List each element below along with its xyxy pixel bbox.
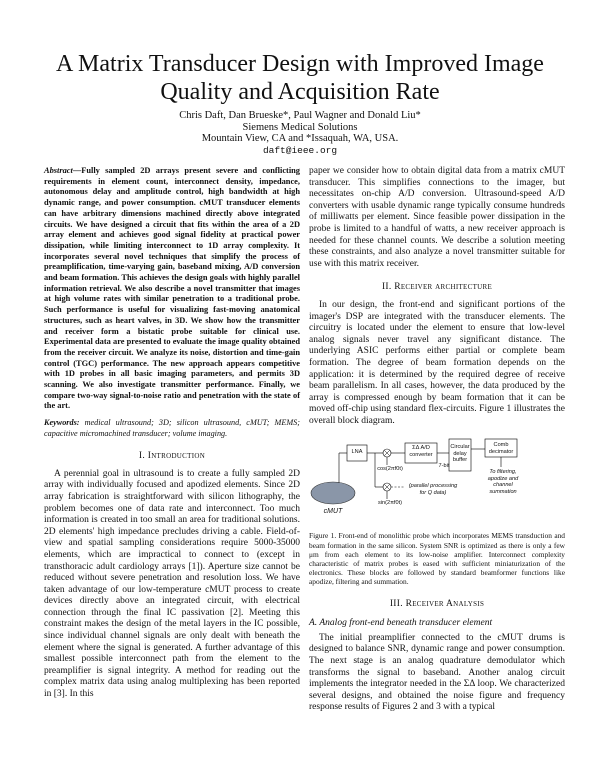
section-heading-receiver-analysis: III. Receiver Analysis bbox=[389, 598, 485, 609]
cmut-label: cMUT bbox=[323, 508, 343, 516]
figure-1-block-diagram bbox=[309, 435, 565, 525]
sin-label: sin(2πf0t) bbox=[377, 500, 403, 507]
author-block bbox=[40, 110, 560, 156]
introduction-paragraph: A perennial goal in ultrasound is to create a fully sampled 2D array with individually focused and apodized elements. Since 2D array fabrication is straightforward with silicon lithography, the problem becomes one of data rate and interconnect. Too much information is created in too small an area for traditional solutions. 2D elements' high impedance precludes driving a cable. Field-of-view and spatial sampling considerations require 5000-35000 elements, which are impractical to connect to (except in transthoracic adult cardiology arrays [1]). Aperture size cannot be reduced without severe penetration and resolution loss. We have taken advantage of our low-temperature cMUT process to create devices directly above an integrated circuit, with electrical connection through the final IC passivation [2]. Meeting this constraint makes the design of the metal layers in the IC possible, since individual channel signals are only dealt with beneath the element where the signal is generated. A further advantage of this smallest possible interconnect path from the element to the preamplifier is signal integrity. A method for reading out the complex matrix data using analog multiplexing has been reported in [3]. In this bbox=[44, 468, 300, 700]
abstract bbox=[44, 166, 300, 412]
receiver-architecture-paragraph: In our design, the front-end and significant portions of the imager's DSP are integrated with the transducer elements. The circuitry is located under the element to ensure that low-level analog signals never travel any significant distance. The underlying ASIC performs either partial or complete beam formation. The degree of beam formation depends on the application: it is determined by the required degree of receive beam parallelism. In all cases, however, the data produced by the array is compressed enough by beam formation that it can be moved off-chip using standard flex-circuits. Figure 1 illustrates the overall block diagram. bbox=[309, 299, 565, 426]
section-heading-receiver-architecture: II. Receiver architecture bbox=[381, 282, 493, 293]
parallel-processing-label: (parallel processing for Q data) bbox=[408, 483, 458, 496]
author-email[interactable]: daft@ieee.org bbox=[262, 144, 338, 156]
delay-buffer-label: Circular delay buffer bbox=[450, 444, 470, 464]
author-location: Mountain View, CA and *Issaquah, WA, USA. bbox=[201, 133, 399, 144]
abstract-label: Abstract bbox=[44, 166, 73, 175]
cos-label: cos(2πf0t) bbox=[377, 466, 403, 473]
adc-label: ΣΔ A/D converter bbox=[409, 445, 433, 458]
keywords-label: Keywords: bbox=[44, 418, 80, 428]
paper-title: A Matrix Transducer Design with Improved Image Quality and Acquisition Rate bbox=[56, 51, 544, 105]
receiver-analysis-paragraph: The initial preamplifier connected to the cMUT drums is designed to balance SNR, dynamic range and power consumption. The next stage is an analog quadrature demodulator which transforms the signal to baseband. Another analog circuit implements the integrator needed in the ΣΔ loop. We characterized several designs, and obtained the noise figure and frequency response results of Figures 2 and 3 with a typical bbox=[309, 632, 565, 713]
figure-1-caption: Figure 1. Front-end of monolithic probe which incorporates MEMS transduction and beam formation in the same silicon. System SNR is optimized as there is only a few μm from each element to its low-noise amplifier. Interconnect complexity characteristic of matrix probes is eased with sufficient miniaturization of the electronics. These blocks are followed by standard beamformer functions like apodize, filtering and summation. bbox=[309, 531, 565, 587]
lna-label: LNA bbox=[351, 449, 363, 456]
abstract-text: —Fully sampled 2D arrays present severe and conflicting requirements in element count, interconnect density, impedance, autonomous delay and amplitude control, high bandwidth at high dynamic range, and power consumption. cMUT transducer elements can have arbitrary dimensions machined directly above integrated circuits. We have designed a circuit that fits within the area of a 2D array element and achieves good signal fidelity at practical power dissipation, while limiting interconnect to 1D array complexity. It incorporates several novel techniques that simplify the process of preamplification, time-varying gain, baseband mixing, A/D conversion and beam formation. This achieves the design goals with highly parallel information retrieval. We also describe a novel transmitter that images at high volume rates with similar penetration to a traditional probe. Such performance is useful for visualizing fast-moving anatomical structures, such as heart valves, in 3D. We show how the transmitter and receiver form a bistatic probe suitable for clinical use. Experimental data are presented to evaluate the image quality obtained from the receiver circuit. We analyze its noise, distortion and time-gain control (TGC) performance. The new approach appears competitive with 1D probes in all basic imaging parameters, and permits 3D scanning. We also investigate transmitter performance. Finally, we compare two-way signal-to-noise ratio and penetration with the state of the art. bbox=[44, 166, 300, 411]
comb-decimator-label: Comb decimator bbox=[488, 442, 514, 455]
subsection-heading-analog-front-end: A. Analog front-end beneath transducer element bbox=[309, 618, 493, 629]
author-names: Chris Daft, Dan Brueske*, Paul Wagner and Donald Liu* bbox=[179, 110, 421, 121]
section-heading-introduction: I. Introduction bbox=[138, 451, 206, 462]
adc-bits-label: 7-bit bbox=[438, 463, 450, 470]
output-label: To filtering, apodize and channel summation bbox=[487, 469, 519, 495]
intro-continuation-paragraph: paper we consider how to obtain digital data from a matrix cMUT transducer. This simplifies connections to the imager, but necessitates on-chip A/D conversion. Ultrasound-speed A/D converters with usable dynamic range typically consume hundreds of milliwatts per element. Since feasible power dissipation in the probe is limited to a handful of watts, a new receiver approach is needed for these channel counts. We describe a solution meeting these constraints, and also analyze a novel transmitter suitable for use with this matrix receiver. bbox=[309, 166, 565, 269]
right-column bbox=[309, 166, 565, 714]
keywords bbox=[44, 418, 300, 439]
left-column bbox=[44, 166, 300, 701]
keywords-text: medical ultrasound; 3D; silicon ultrasound, cMUT; MEMS; capacitive micromachined transducer; volume imaging. bbox=[44, 418, 300, 438]
cmut-element-shape bbox=[311, 482, 355, 504]
author-affiliation: Siemens Medical Solutions bbox=[242, 121, 358, 133]
